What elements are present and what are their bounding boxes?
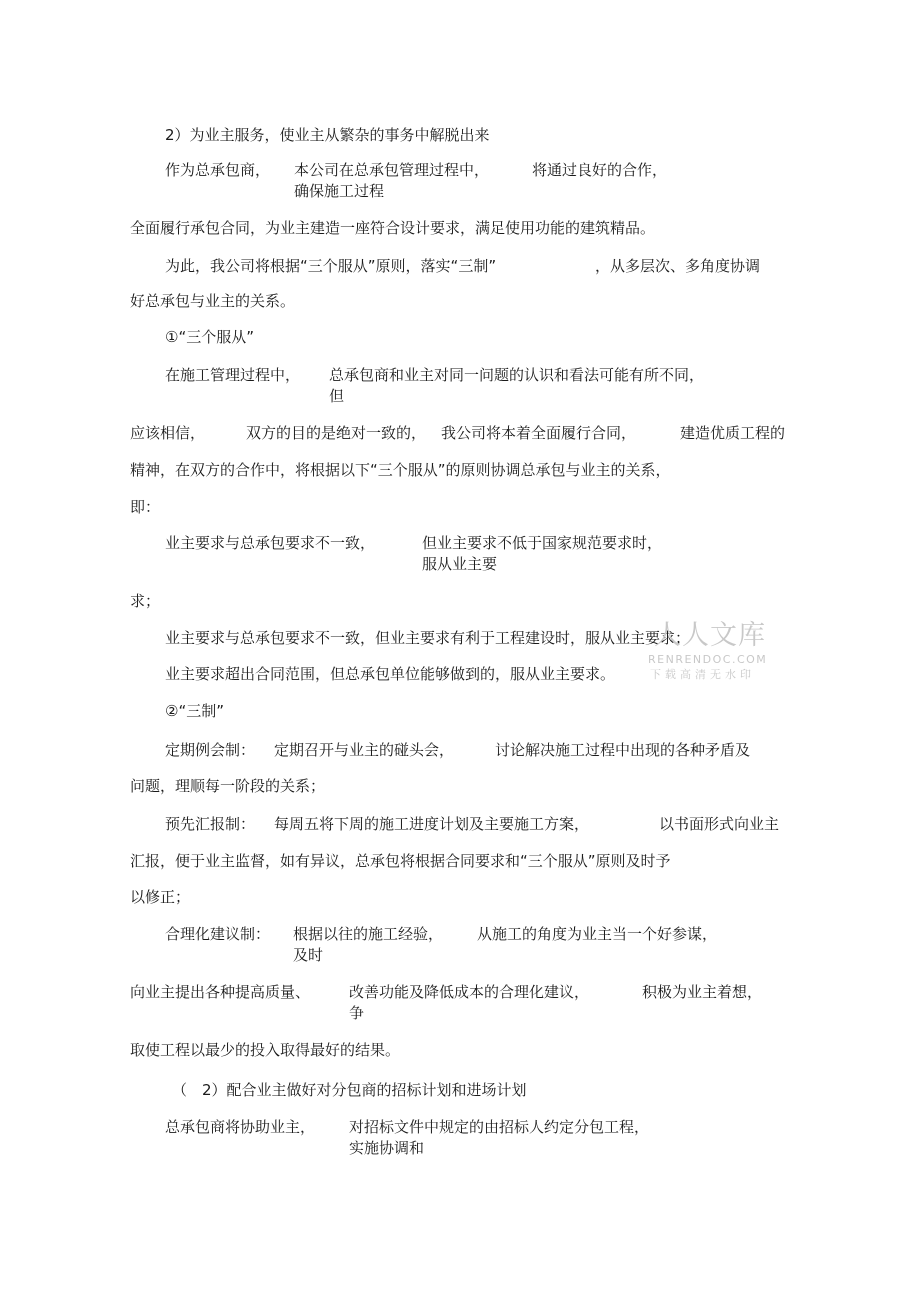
text-line: 及时: [293, 946, 324, 964]
text-line: 服从业主要: [422, 555, 498, 573]
text-line: 业主要求与总承包要求不一致，但业主要求有利于工程建设时，服从业主要求；: [165, 629, 691, 647]
text-line: 合理化建议制：: [165, 925, 271, 943]
text-line: 争: [349, 1004, 365, 1022]
text-line: 根据以往的施工经验，: [293, 925, 444, 943]
heading-three-obey: ①“三个服从”: [165, 328, 254, 346]
text-line: 但: [329, 387, 345, 405]
text-line: 总承包商将协助业主，: [165, 1118, 316, 1136]
text-line: 预先汇报制：: [165, 815, 256, 833]
text-line: 实施协调和: [349, 1139, 425, 1157]
heading-three-systems: ②“三制”: [165, 702, 224, 720]
text-line: 业主要求与总承包要求不一致，: [165, 534, 376, 552]
text-line: 双方的目的是绝对一致的，: [246, 424, 427, 442]
text-line: 建造优质工程的: [680, 424, 786, 442]
watermark-tagline: 下载高清无水印: [650, 668, 755, 681]
text-line: 定期例会制：: [165, 741, 256, 759]
text-line: 我公司将本着全面履行合同，: [441, 424, 637, 442]
text-line: 作为总承包商，: [165, 161, 271, 179]
text-line: 但业主要求不低于国家规范要求时，: [422, 534, 663, 552]
heading-serve-owner: 2）为业主服务，使业主从繁杂的事务中解脱出来: [165, 126, 490, 144]
text-line: 以书面形式向业主: [659, 815, 780, 833]
text-line: 讨论解决施工过程中出现的各种矛盾及: [495, 741, 751, 759]
text-line: 确保施工过程: [294, 182, 385, 200]
text-line: 对招标文件中规定的由招标人约定分包工程，: [349, 1118, 650, 1136]
text-line: 向业主提出各种提高质量、: [130, 983, 311, 1001]
text-line: ，从多层次、多角度协调: [595, 257, 761, 275]
heading-bid-plan: （ 2）配合业主做好对分包商的招标计划和进场计划: [172, 1081, 527, 1099]
text-line: 将通过良好的合作，: [532, 161, 668, 179]
text-line: 积极为业主着想，: [642, 983, 763, 1001]
text-line: 精神，在双方的合作中，将根据以下“三个服从”的原则协调总承包与业主的关系，: [130, 461, 671, 479]
text-line: 汇报，便于业主监督，如有异议，总承包将根据合同要求和“三个服从”原则及时予: [130, 852, 671, 870]
text-line: 即：: [130, 498, 161, 516]
text-line: 每周五将下周的施工进度计划及主要施工方案，: [274, 815, 590, 833]
text-line: 应该相信，: [130, 424, 206, 442]
text-line: 为此，我公司将根据“三个服从”原则，落实“三制”: [165, 257, 497, 275]
watermark-logo: 人人文库: [654, 620, 766, 651]
text-line: 总承包商和业主对同一问题的认识和看法可能有所不同，: [329, 366, 705, 384]
text-line: 定期召开与业主的碰头会，: [274, 741, 455, 759]
text-line: 求；: [130, 592, 161, 610]
text-line: 在施工管理过程中，: [165, 366, 301, 384]
text-line: 从施工的角度为业主当一个好参谋，: [477, 925, 718, 943]
watermark-url: RENRENDOC.COM: [648, 653, 768, 666]
text-line: 取使工程以最少的投入取得最好的结果。: [130, 1041, 401, 1059]
text-line: 本公司在总承包管理过程中，: [294, 161, 490, 179]
text-line: 问题，理顺每一阶段的关系；: [130, 777, 326, 795]
text-line: 业主要求超出合同范围，但总承包单位能够做到的，服从业主要求。: [165, 665, 616, 683]
text-line: 全面履行承包合同，为业主建造一座符合设计要求，满足使用功能的建筑精品。: [130, 219, 656, 237]
watermark: [646, 622, 776, 686]
text-line: 好总承包与业主的关系。: [130, 292, 296, 310]
text-line: 以修正；: [130, 888, 191, 906]
text-line: 改善功能及降低成本的合理化建议，: [349, 983, 590, 1001]
